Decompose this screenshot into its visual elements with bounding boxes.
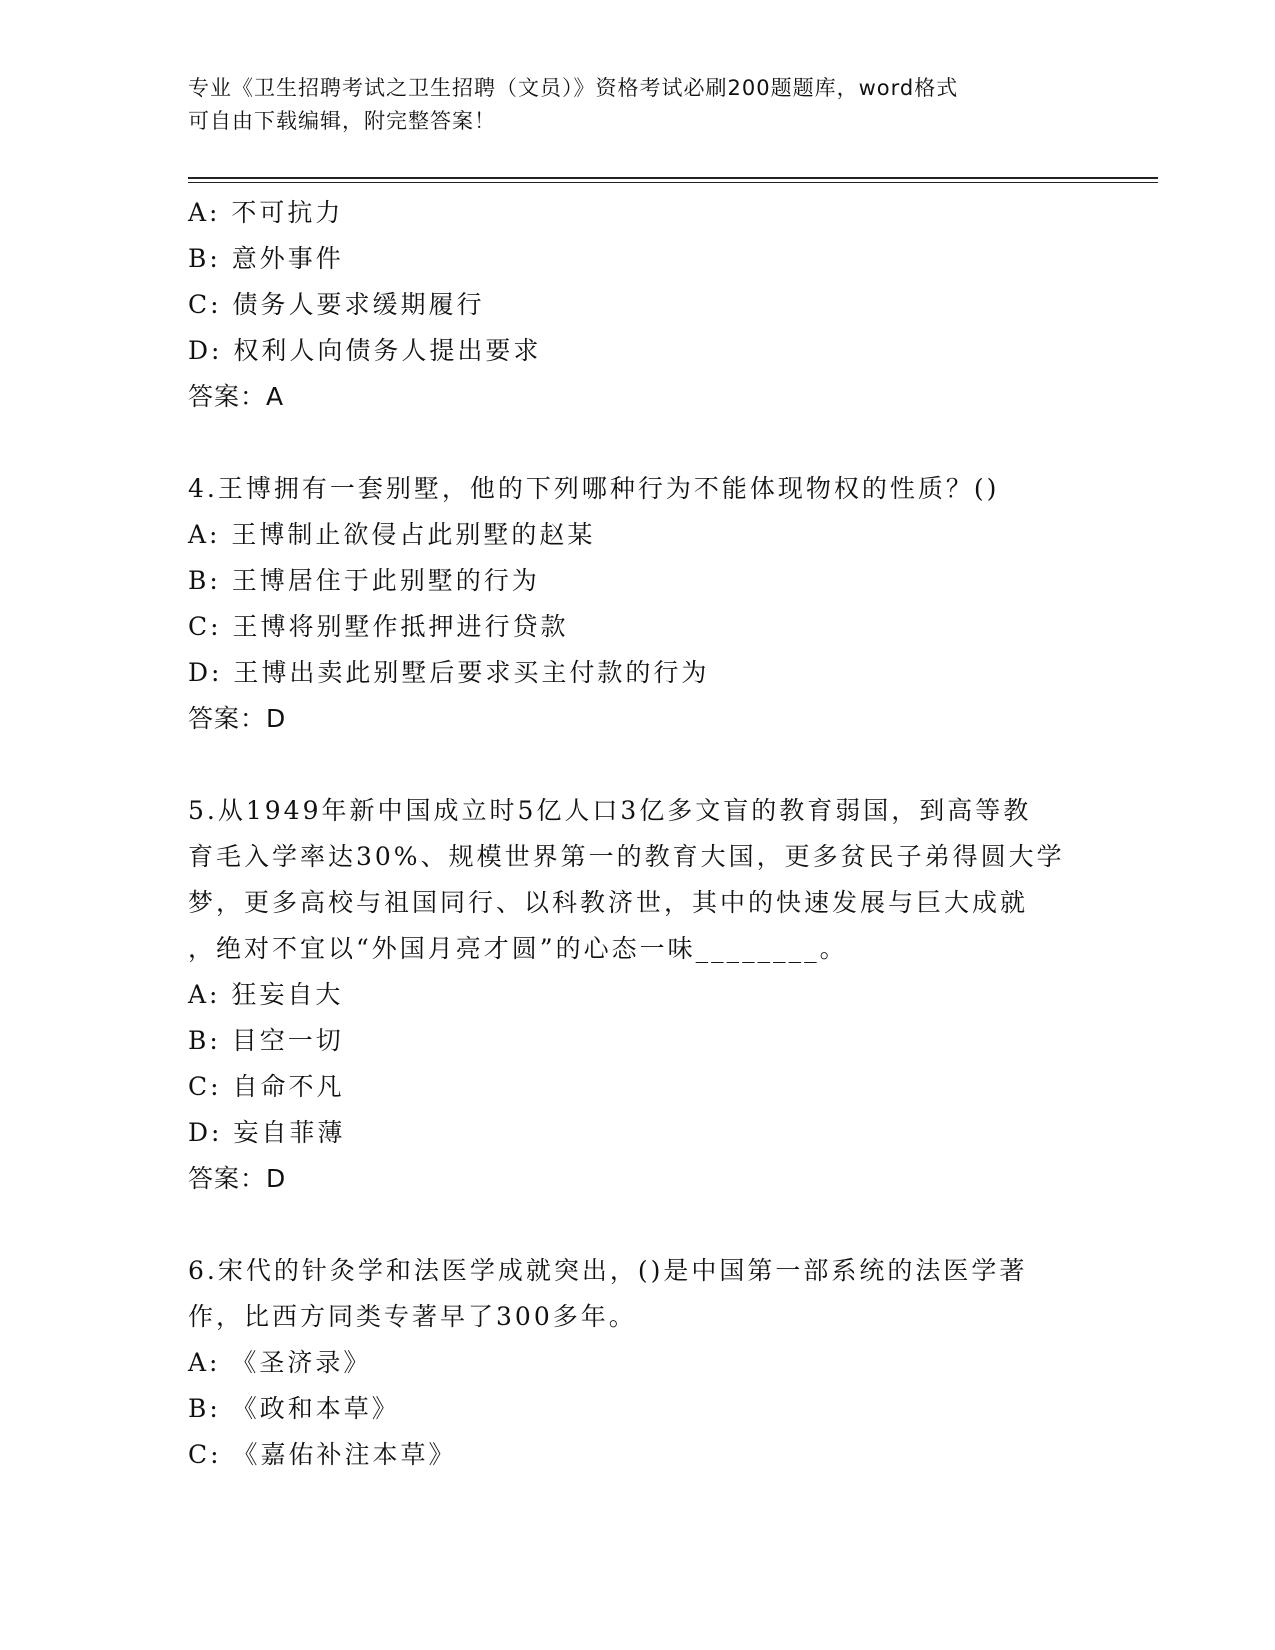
header-line-2: 可自由下载编辑，附完整答案！ [188,109,496,133]
option-b: B: 意外事件 [188,244,344,273]
option-d: D: 王博出卖此别墅后要求买主付款的行为 [188,658,710,687]
option-a: A: 狂妄自大 [188,980,344,1009]
document-header [188,72,1088,138]
option-b: B: 王博居住于此别墅的行为 [188,566,540,595]
question-stem-line: 作，比西方同类专著早了300多年。 [188,1302,637,1331]
option-c: C: 债务人要求缓期履行 [188,290,485,319]
option-b: B: 目空一切 [188,1026,344,1055]
question-stem-line: 梦，更多高校与祖国同行、以科教济世，其中的快速发展与巨大成就 [188,888,1029,917]
option-c: C: 王博将别墅作抵押进行贷款 [188,612,569,641]
option-b: B: 《政和本草》 [188,1394,400,1423]
question-4 [188,466,1088,742]
question-6 [188,1248,1088,1478]
header-line-1: 专业《卫生招聘考试之卫生招聘（文员）》资格考试必刷200题题库，word格式 [188,76,959,100]
answer-label: 答案：A [188,382,285,411]
option-a: A: 不可抗力 [188,198,344,227]
question-3 [188,190,1088,420]
header-divider [188,177,1158,179]
question-list [188,190,1088,1478]
question-stem-line: 育毛入学率达30%、规模世界第一的教育大国，更多贫民子弟得圆大学 [188,842,1065,871]
option-c: C: 《嘉佑补注本草》 [188,1440,457,1469]
question-stem-line: 5.从1949年新中国成立时5亿人口3亿多文盲的教育弱国，到高等教 [188,796,1032,825]
question-stem-line: 6.宋代的针灸学和法医学成就突出，()是中国第一部系统的法医学著 [188,1256,1028,1285]
option-a: A: 王博制止欲侵占此别墅的赵某 [188,520,596,549]
option-a: A: 《圣济录》 [188,1348,372,1377]
question-5 [188,788,1088,1202]
answer-label: 答案：D [188,1164,287,1193]
option-d: D: 妄自菲薄 [188,1118,346,1147]
question-stem: 4.王博拥有一套别墅，他的下列哪种行为不能体现物权的性质？() [188,474,1000,503]
option-c: C: 自命不凡 [188,1072,345,1101]
question-stem-line: ，绝对不宜以“外国月亮才圆”的心态一味________。 [188,934,848,963]
answer-label: 答案：D [188,704,287,733]
option-d: D: 权利人向债务人提出要求 [188,336,542,365]
